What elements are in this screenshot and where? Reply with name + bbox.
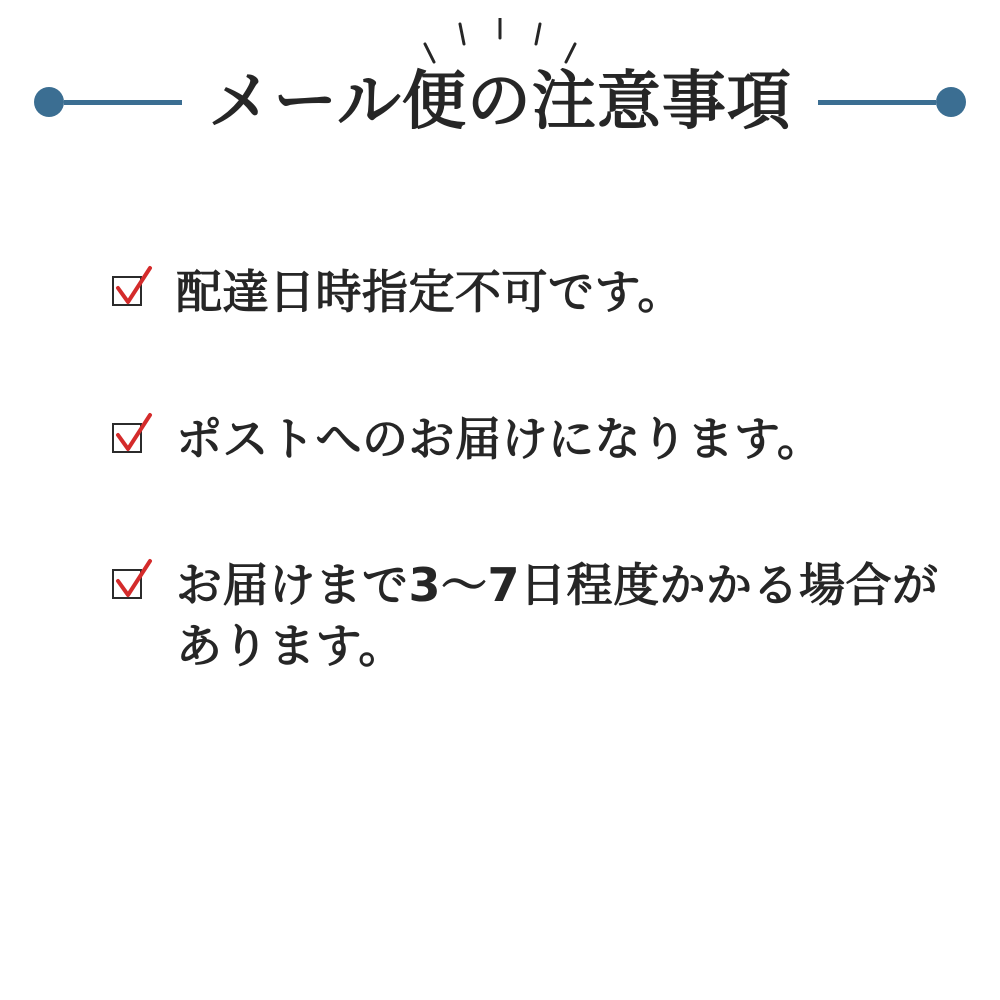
right-rule-line [818, 100, 936, 105]
header [0, 0, 1000, 200]
list-item [112, 262, 942, 323]
note-text: 配達日時指定不可です。 [176, 265, 684, 319]
right-rule [818, 87, 966, 117]
note-text: ポストへのお届けになります。 [176, 411, 824, 466]
right-dot-icon [936, 87, 966, 117]
left-dot-icon [34, 87, 64, 117]
checked-checkbox-icon [112, 274, 148, 310]
left-rule-line [64, 100, 182, 105]
notes-list [112, 262, 942, 677]
page-title: メール便の注意事項 [208, 65, 792, 139]
note-text: お届けまで3〜7日程度かかる場合があります。 [176, 558, 939, 674]
list-item [112, 555, 942, 676]
checked-checkbox-icon [112, 421, 148, 457]
checked-checkbox-icon [112, 567, 148, 603]
title-row [0, 65, 1000, 139]
list-item [112, 409, 942, 470]
left-rule [34, 87, 182, 117]
